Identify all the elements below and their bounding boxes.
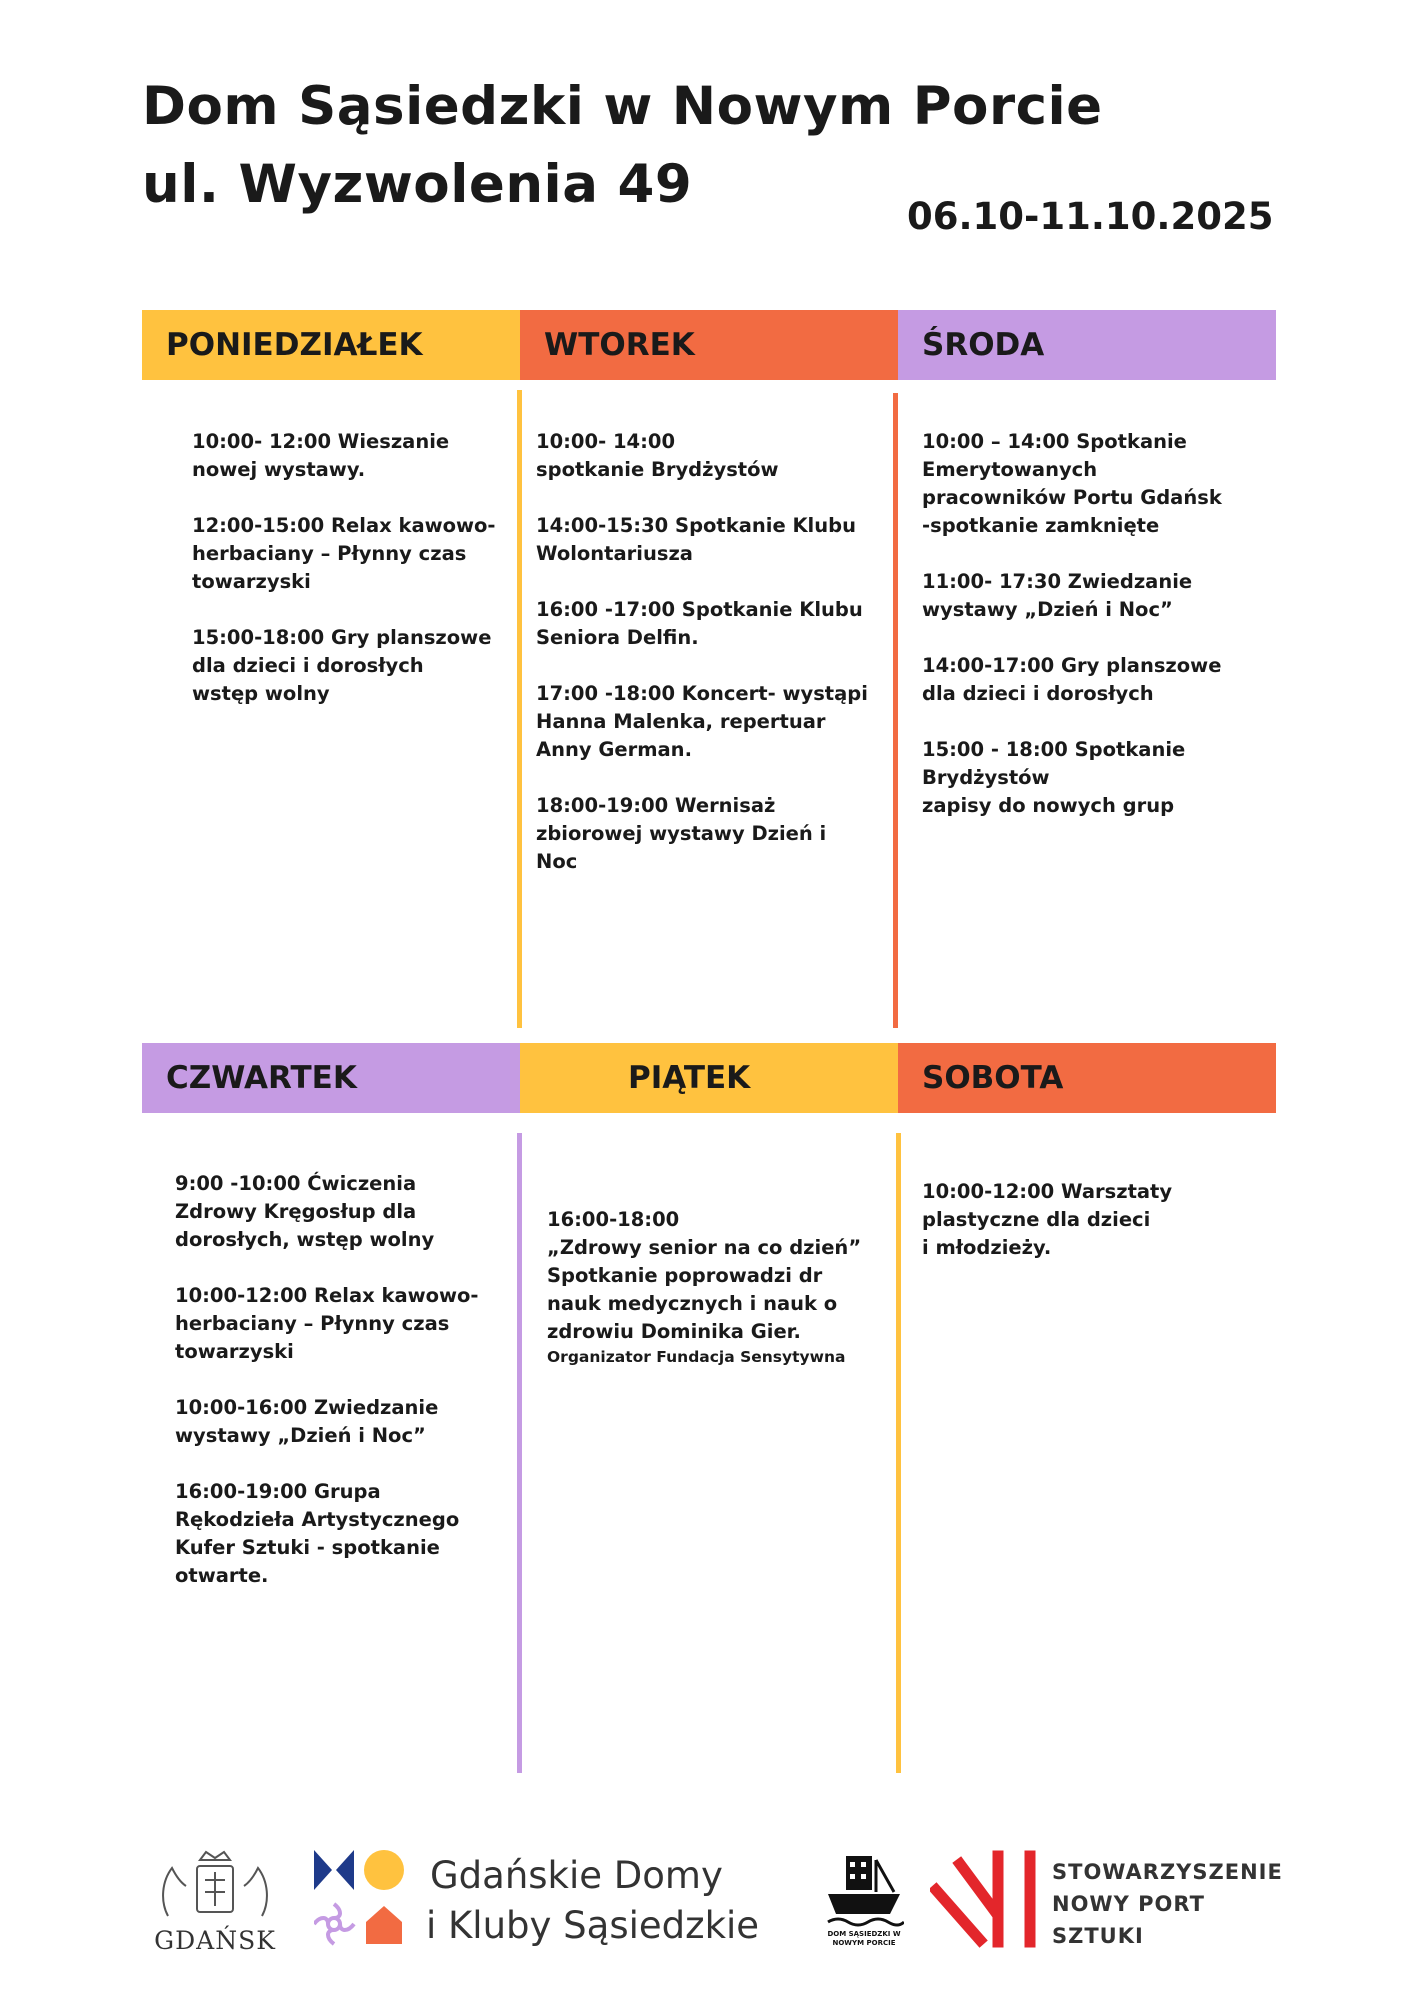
gdansk-logo-text: GDAŃSK [154,1926,276,1955]
day-name: WTOREK [544,327,695,363]
event-item: 18:00-19:00 Wernisaż zbiorowej wystawy Dzień i Noc [536,794,827,873]
event-item: 14:00-17:00 Gry planszowe dla dzieci i dorosłych [922,654,1222,705]
address: ul. Wyzwolenia 49 [142,154,693,215]
event-item: 9:00 -10:00 Ćwiczenia Zdrowy Kręgosłup dla dorosłych, wstęp wolny [175,1172,435,1251]
events-thursday [175,1170,505,1590]
gdansk-logo [150,1846,280,1956]
event-item: 14:00-15:30 Spotkanie Klubu Wolontariusza [536,514,856,565]
day-header-wednesday [898,310,1276,380]
day-name: PONIEDZIAŁEK [166,327,423,363]
column-divider [893,393,898,1028]
day-name: PIĄTEK [628,1060,751,1096]
gdk-line2: i Kluby Sąsiedzkie [426,1904,760,1947]
event-item: 16:00 -17:00 Spotkanie Klubu Seniora Delfin. [536,598,863,649]
day-header-monday [142,310,520,380]
event-item: 10:00-12:00 Warsztaty plastyczne dla dzieci i młodzieży. [922,1180,1173,1259]
event-item: 15:00-18:00 Gry planszowe dla dzieci i dorosłych wstęp wolny [192,626,492,705]
events-friday [547,1178,887,1396]
day-name: ŚRODA [922,327,1045,363]
snps-line2: NOWY PORT [1052,1892,1205,1916]
snps-line1: STOWARZYSZENIE [1052,1860,1283,1884]
event-item: 12:00-15:00 Relax kawowo- herbaciany – Płynny czas towarzyski [192,514,496,593]
gdk-mark-icon [314,1848,410,1948]
column-divider [517,390,522,1028]
day-header-friday [520,1043,898,1113]
ship-icon [824,1852,904,1930]
event-item [547,1178,887,1396]
event-item: 10:00- 14:00 spotkanie Brydżystów [536,430,779,481]
event-item: 10:00 – 14:00 Spotkanie Emerytowanych pracowników Portu Gdańsk -spotkanie zamknięte [922,430,1222,537]
column-divider [517,1133,522,1773]
date-range: 06.10-11.10.2025 [907,195,1274,238]
gdk-line1: Gdańskie Domy [430,1854,723,1897]
day-name: SOBOTA [922,1060,1064,1096]
day-header-saturday [898,1043,1276,1113]
day-name: CZWARTEK [166,1060,357,1096]
organizer-note: Organizator Fundacja Sensytywna [547,1348,846,1366]
event-item: 15:00 - 18:00 Spotkanie Brydżystów zapisy do nowych grup [922,738,1186,817]
dom-sasiedzki-logo [824,1852,904,1948]
events-tuesday [536,428,886,876]
day-header-thursday [142,1043,520,1113]
snps-mark-icon [930,1850,1040,1950]
day-header-tuesday [520,310,898,380]
column-divider [896,1133,901,1773]
event-item: 10:00-16:00 Zwiedzanie wystawy „Dzień i Noc” [175,1396,439,1447]
event-text: 16:00-18:00 „Zdrowy senior na co dzień” Spotkanie poprowadzi dr nauk medycznych i nauk o zdrowiu Dominika Gier. [547,1208,862,1343]
event-item: 17:00 -18:00 Koncert- wystąpi Hanna Malenka, repertuar Anny German. [536,682,868,761]
events-monday [192,428,512,708]
event-item: 16:00-19:00 Grupa Rękodzieła Artystycznego Kufer Sztuki - spotkanie otwarte. [175,1480,460,1587]
snps-line3: SZTUKI [1052,1924,1144,1948]
snps-logo [930,1850,1283,1960]
events-saturday [922,1178,1262,1262]
event-item: 10:00- 12:00 Wieszanie nowej wystawy. [192,430,450,481]
gdansk-crest-icon [150,1846,280,1924]
events-wednesday [922,428,1272,820]
page-title: Dom Sąsiedzki w Nowym Porcie [142,76,1103,137]
event-item: 10:00-12:00 Relax kawowo- herbaciany – Płynny czas towarzyski [175,1284,479,1363]
event-item: 11:00- 17:30 Zwiedzanie wystawy „Dzień i Noc” [922,570,1193,621]
gdk-logo [314,1848,784,1958]
dom-logo-text: DOM SĄSIEDZKI W NOWYM PORCIE [827,1930,901,1947]
footer-logos [0,1840,1414,1980]
